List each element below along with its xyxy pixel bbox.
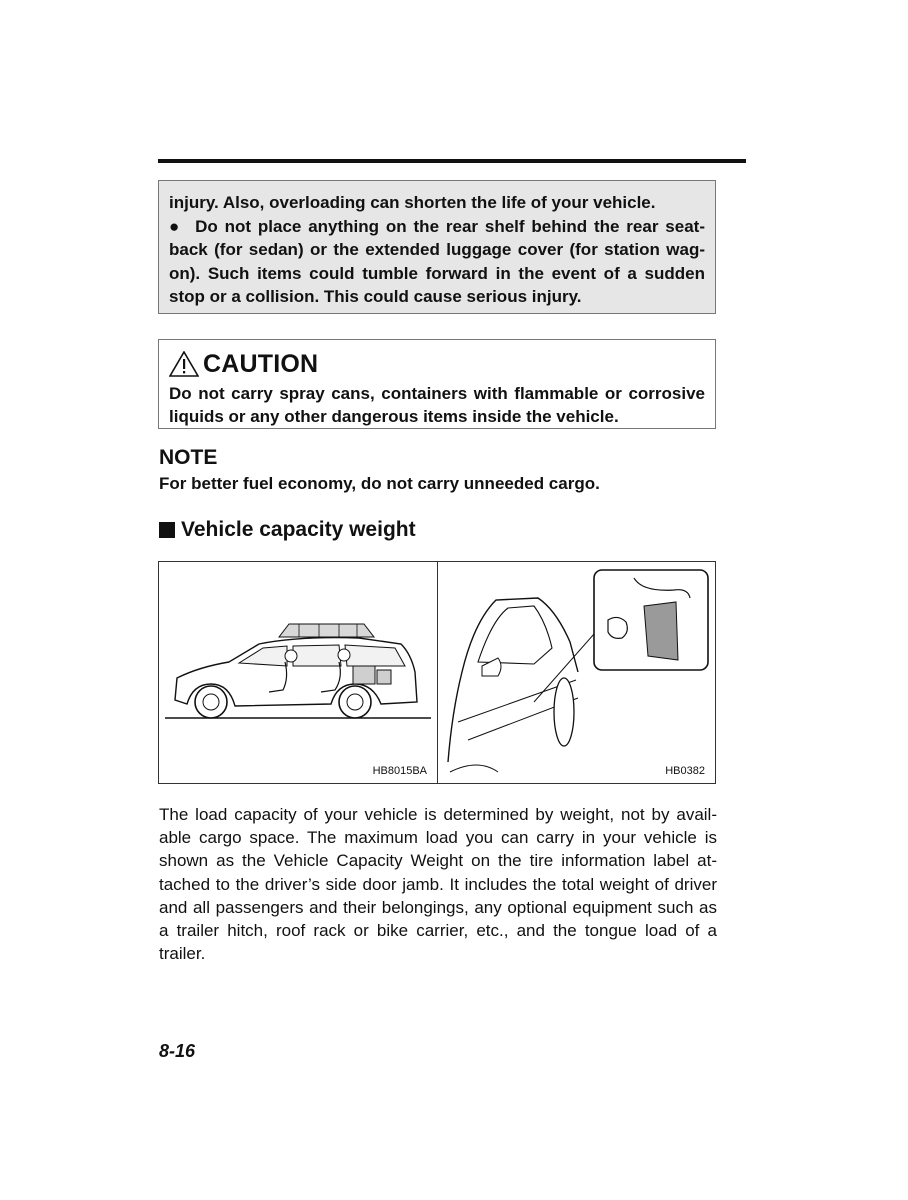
figure-code-left: HB8015BA bbox=[372, 765, 427, 777]
station-wagon-illustration bbox=[159, 562, 437, 783]
top-rule bbox=[158, 159, 746, 163]
warning-bullet-text: Do not place anything on the rear shelf behind the rear seat-back (for sedan) or the extended luggage cover (for station wag-on). Such items could tumble forward in the event of a sudden stop or a collision. This could cause serious injury. bbox=[169, 216, 705, 306]
warning-triangle-icon bbox=[169, 351, 199, 377]
note-title: NOTE bbox=[159, 446, 218, 469]
caution-header bbox=[169, 348, 705, 380]
warning-bullet-item bbox=[169, 215, 705, 309]
caution-text: Do not carry spray cans, containers with flammable or corrosive liquids or any other dangerous items inside the vehicle. bbox=[169, 384, 705, 426]
body-paragraph: The load capacity of your vehicle is determined by weight, not by avail-able cargo space. The maximum load you can carry in your vehicle is shown as the Vehicle Capacity Weight on the tire information label at-tached to the driver’s side door jamb. It includes the total weight of driver and all passengers and their belongings, any optional equipment such as a trailer hitch, roof rack or bike carrier, etc., and the tongue load of a trailer. bbox=[159, 805, 717, 964]
caution-box bbox=[158, 339, 716, 429]
figure-box bbox=[158, 561, 716, 784]
warning-continuation-box bbox=[158, 180, 716, 314]
bullet-icon: ● bbox=[169, 216, 182, 236]
section-title: Vehicle capacity weight bbox=[181, 518, 416, 541]
section-heading bbox=[159, 518, 416, 542]
page-number: 8-16 bbox=[159, 1041, 196, 1061]
caution-title: CAUTION bbox=[203, 349, 319, 378]
figure-door-jamb bbox=[438, 562, 715, 783]
figure-station-wagon bbox=[159, 562, 438, 783]
note-text: For better fuel economy, do not carry unneeded cargo. bbox=[159, 474, 600, 493]
warning-line: injury. Also, overloading can shorten the life of your vehicle. bbox=[169, 193, 656, 212]
door-jamb-illustration bbox=[438, 562, 714, 783]
section-square-icon bbox=[159, 522, 175, 538]
figure-code-right: HB0382 bbox=[665, 765, 705, 777]
